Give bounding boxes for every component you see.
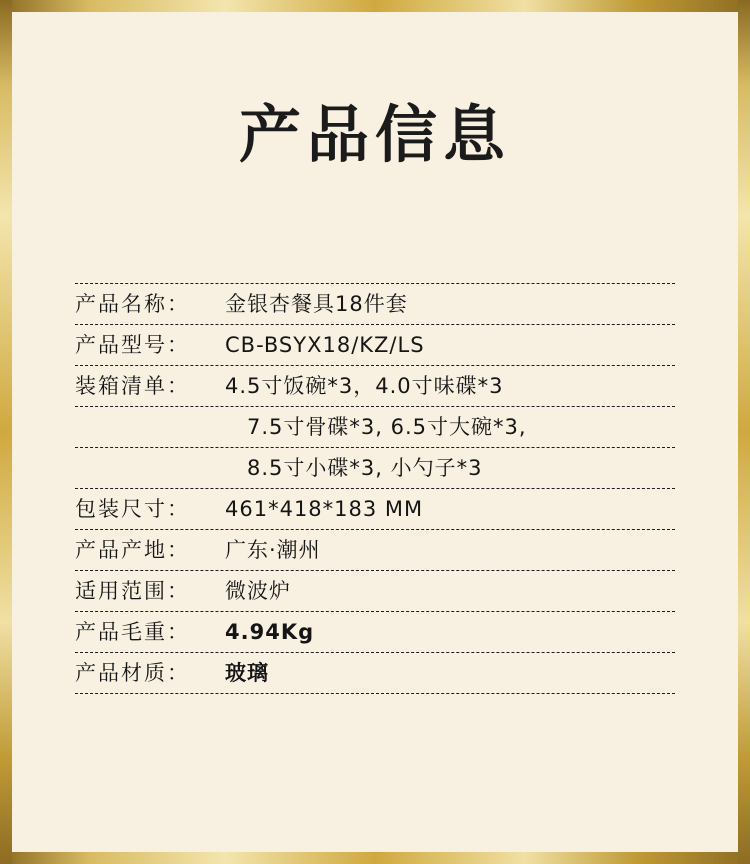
table-row [75,407,675,448]
gold-border-bottom [0,852,750,864]
spec-value: 4.5寸饭碗*3，4.0寸味碟*3 [225,374,504,398]
spec-label: 包装尺寸： [75,497,190,521]
page-title: 产品信息 [238,98,511,171]
spec-label: 产品产地： [75,538,190,562]
spec-value: 461*418*183 MM [225,497,424,521]
gold-border-top [0,0,750,12]
spec-label: 装箱清单： [75,374,190,398]
spec-value: 7.5寸骨碟*3, 6.5寸大碗*3, [247,415,527,439]
spec-value: 微波炉 [225,579,291,603]
spec-label: 产品毛重： [75,620,190,644]
table-row [75,283,675,325]
table-row [75,571,675,612]
spec-value: 4.94Kg [225,620,315,644]
spec-value: 金银杏餐具18件套 [225,292,408,316]
spec-label: 产品型号： [75,333,190,357]
spec-value: 广东·潮州 [225,538,321,562]
spec-label: 产品材质： [75,661,190,685]
spec-label: 适用范围： [75,579,190,603]
table-row [75,612,675,653]
spec-value: 玻璃 [225,661,269,685]
table-row [75,448,675,489]
product-spec-table [75,283,675,694]
table-row [75,366,675,407]
spec-value: CB-BSYX18/KZ/LS [225,333,425,357]
spec-label: 产品名称： [75,292,190,316]
table-row [75,325,675,366]
spec-value: 8.5寸小碟*3, 小勺子*3 [247,456,483,480]
table-row [75,489,675,530]
table-row [75,530,675,571]
table-row [75,653,675,694]
